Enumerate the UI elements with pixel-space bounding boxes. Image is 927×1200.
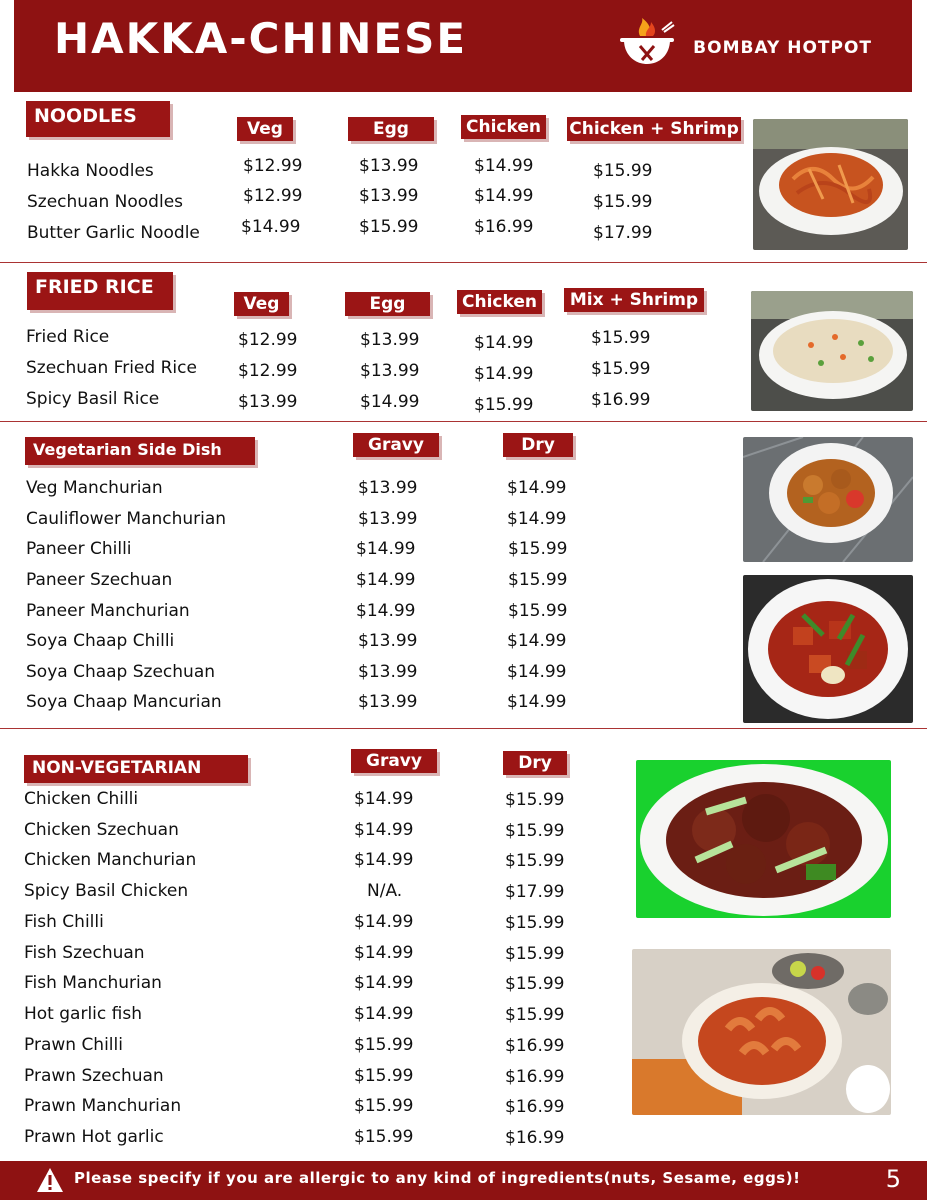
price: $13.99 xyxy=(359,156,419,176)
price: $17.99 xyxy=(505,882,565,902)
column-header: Egg xyxy=(345,292,430,316)
price: $14.99 xyxy=(474,156,534,176)
price: $15.99 xyxy=(508,601,568,621)
price: $14.99 xyxy=(354,820,414,840)
menu-item: Prawn Szechuan xyxy=(24,1066,164,1086)
price: $15.99 xyxy=(508,539,568,559)
price: $15.99 xyxy=(354,1127,414,1147)
column-header: Veg xyxy=(234,292,289,316)
menu-item: Fish Chilli xyxy=(24,912,104,932)
price: $14.99 xyxy=(354,850,414,870)
chicken-chilli-photo xyxy=(636,760,891,918)
price: $14.99 xyxy=(241,217,301,237)
menu-item: Fish Manchurian xyxy=(24,973,162,993)
menu-item: Paneer Chilli xyxy=(26,539,132,559)
column-header: Chicken + Shrimp xyxy=(567,117,741,141)
price: $16.99 xyxy=(505,1097,565,1117)
price: $14.99 xyxy=(474,186,534,206)
menu-item: Cauliflower Manchurian xyxy=(26,509,227,529)
menu-item: Prawn Hot garlic xyxy=(24,1127,164,1147)
menu-item: Fish Szechuan xyxy=(24,943,145,963)
fried-rice-photo xyxy=(751,291,913,411)
price: $14.99 xyxy=(354,912,414,932)
menu-item: Paneer Szechuan xyxy=(26,570,173,590)
paneer-chilli-photo xyxy=(743,575,913,723)
column-header: Gravy xyxy=(353,433,439,457)
price: $14.99 xyxy=(474,333,534,353)
veg-manchurian-photo xyxy=(743,437,913,562)
price: $15.99 xyxy=(593,161,653,181)
price: $15.99 xyxy=(508,570,568,590)
price: $13.99 xyxy=(360,330,420,350)
section-divider xyxy=(0,262,927,263)
price: $15.99 xyxy=(505,1005,565,1025)
menu-item: Veg Manchurian xyxy=(26,478,163,498)
section-title-fried-rice: FRIED RICE xyxy=(27,272,173,310)
allergy-notice: Please specify if you are allergic to any kind of ingredients(nuts, Sesame, eggs)! xyxy=(74,1169,801,1187)
prawn-dish-photo xyxy=(632,949,891,1115)
price: $13.99 xyxy=(358,478,418,498)
price: $15.99 xyxy=(474,395,534,415)
section-divider xyxy=(0,421,927,422)
menu-item: Spicy Basil Rice xyxy=(26,389,160,409)
column-header: Mix + Shrimp xyxy=(564,288,704,312)
price: $15.99 xyxy=(354,1066,414,1086)
price: $14.99 xyxy=(507,478,567,498)
menu-item: Chicken Chilli xyxy=(24,789,139,809)
menu-item: Szechuan Noodles xyxy=(27,192,184,212)
section-title-noodles: NOODLES xyxy=(26,101,170,137)
brand-name: BOMBAY HOTPOT xyxy=(693,38,872,58)
price: $14.99 xyxy=(507,692,567,712)
price: $15.99 xyxy=(505,790,565,810)
menu-item: Fried Rice xyxy=(26,327,110,347)
price: $14.99 xyxy=(356,601,416,621)
price: $13.99 xyxy=(358,631,418,651)
menu-item: Soya Chaap Mancurian xyxy=(26,692,222,712)
price: $14.99 xyxy=(356,539,416,559)
warning-icon xyxy=(36,1167,64,1193)
price: $16.99 xyxy=(474,217,534,237)
column-header: Chicken xyxy=(457,290,542,314)
price: $13.99 xyxy=(238,392,298,412)
price: $15.99 xyxy=(591,359,651,379)
price: $16.99 xyxy=(505,1036,565,1056)
column-header: Veg xyxy=(237,117,293,141)
menu-item: Szechuan Fried Rice xyxy=(26,358,197,378)
price: $17.99 xyxy=(593,223,653,243)
menu-item: Prawn Manchurian xyxy=(24,1096,182,1116)
menu-item: Spicy Basil Chicken xyxy=(24,881,189,901)
price: $13.99 xyxy=(359,186,419,206)
price: N/A. xyxy=(367,881,403,901)
price: $15.99 xyxy=(505,944,565,964)
menu-item: Soya Chaap Szechuan xyxy=(26,662,216,682)
menu-item: Butter Garlic Noodle xyxy=(27,223,200,243)
price: $15.99 xyxy=(354,1035,414,1055)
column-header: Gravy xyxy=(351,749,437,773)
price: $16.99 xyxy=(505,1128,565,1148)
price: $15.99 xyxy=(359,217,419,237)
price: $14.99 xyxy=(354,973,414,993)
price: $15.99 xyxy=(505,974,565,994)
page-title: HAKKA-CHINESE xyxy=(54,14,468,63)
price: $12.99 xyxy=(238,330,298,350)
price: $16.99 xyxy=(505,1067,565,1087)
price: $15.99 xyxy=(591,328,651,348)
price: $12.99 xyxy=(243,186,303,206)
menu-item: Hot garlic fish xyxy=(24,1004,142,1024)
allergy-footer xyxy=(0,1161,927,1200)
price: $14.99 xyxy=(507,662,567,682)
price: $15.99 xyxy=(505,821,565,841)
price: $13.99 xyxy=(358,509,418,529)
price: $14.99 xyxy=(354,943,414,963)
price: $16.99 xyxy=(591,390,651,410)
menu-item: Paneer Manchurian xyxy=(26,601,190,621)
price: $14.99 xyxy=(356,570,416,590)
price: $12.99 xyxy=(243,156,303,176)
column-header: Egg xyxy=(348,117,434,141)
price: $14.99 xyxy=(507,509,567,529)
section-title-vegetarian: Vegetarian Side Dish xyxy=(25,437,255,465)
hotpot-logo-icon xyxy=(618,16,676,68)
price: $12.99 xyxy=(238,361,298,381)
price: $15.99 xyxy=(354,1096,414,1116)
section-divider xyxy=(0,728,927,729)
column-header: Chicken xyxy=(461,115,546,139)
menu-item: Prawn Chilli xyxy=(24,1035,123,1055)
menu-item: Chicken Szechuan xyxy=(24,820,179,840)
column-header: Dry xyxy=(503,433,573,457)
noodles-photo xyxy=(753,119,908,250)
section-title-non-vegetarian: NON-VEGETARIAN xyxy=(24,755,248,783)
price: $13.99 xyxy=(358,692,418,712)
price: $14.99 xyxy=(474,364,534,384)
price: $15.99 xyxy=(505,851,565,871)
menu-item: Soya Chaap Chilli xyxy=(26,631,175,651)
price: $15.99 xyxy=(505,913,565,933)
menu-item: Hakka Noodles xyxy=(27,161,154,181)
menu-item: Chicken Manchurian xyxy=(24,850,197,870)
column-header: Dry xyxy=(503,751,567,775)
price: $13.99 xyxy=(358,662,418,682)
price: $14.99 xyxy=(507,631,567,651)
price: $14.99 xyxy=(354,1004,414,1024)
price: $14.99 xyxy=(360,392,420,412)
price: $14.99 xyxy=(354,789,414,809)
price: $13.99 xyxy=(360,361,420,381)
page-number: 5 xyxy=(885,1165,901,1193)
price: $15.99 xyxy=(593,192,653,212)
page-header xyxy=(14,0,912,92)
